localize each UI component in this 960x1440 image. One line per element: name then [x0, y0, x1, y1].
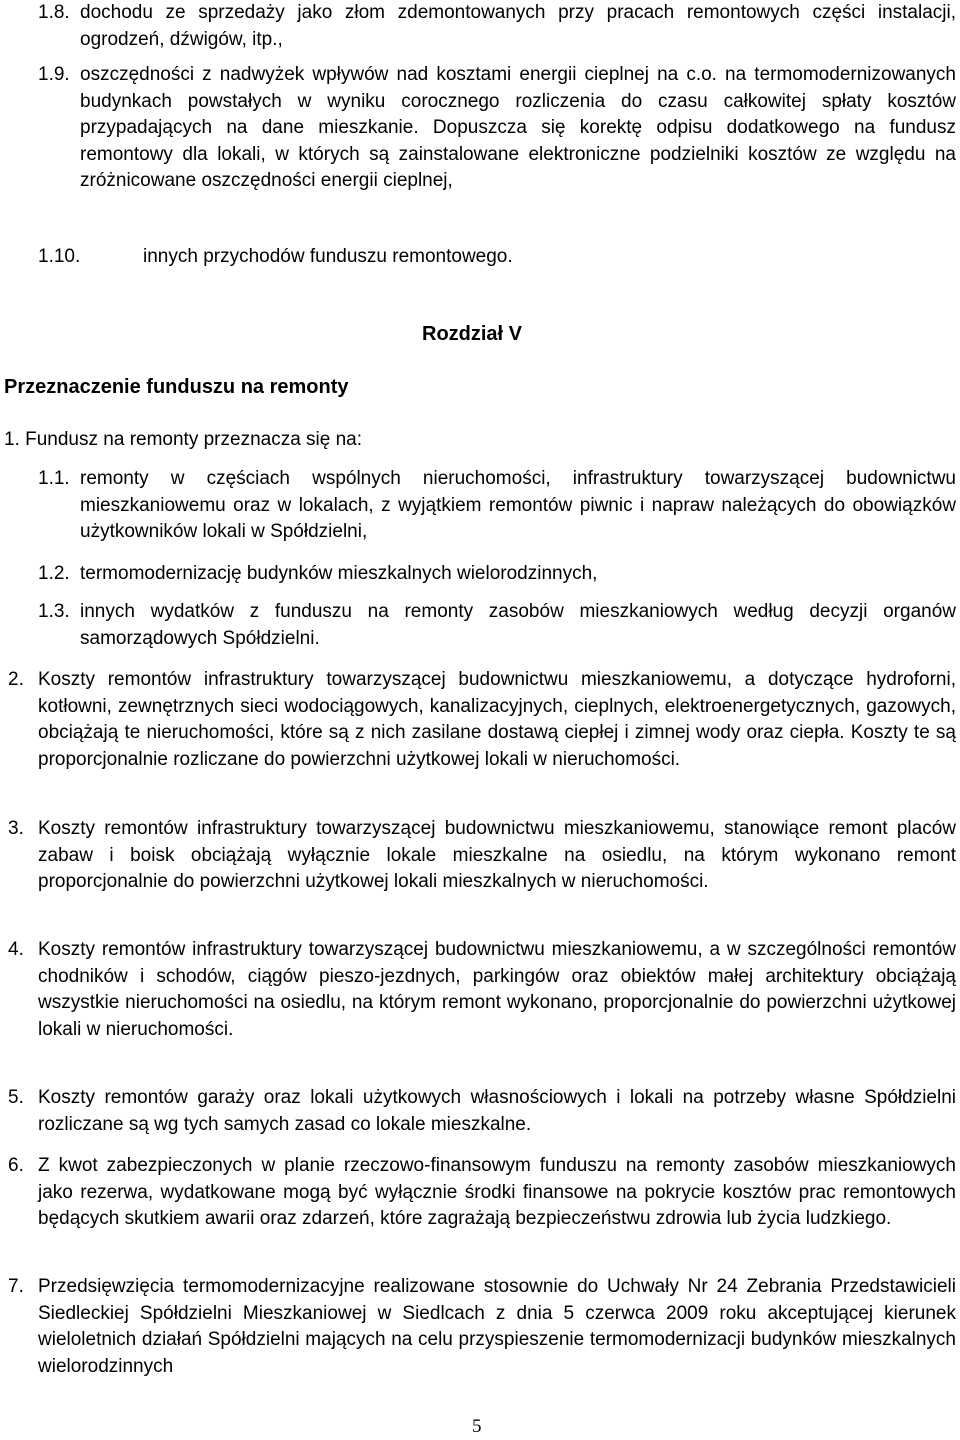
- list-item-1-3: [38, 599, 956, 652]
- point-text: Koszty remontów infrastruktury towarzyszącej budownictwu mieszkaniowemu, a dotyczące hydroforni, kotłowni, zewnętrznych sieci wodociągowych, kanalizacyjnych, cieplnych, elektroenergetycznych, gazowych, obciążają te nieruchomości, które są z nich zasilane dostawą ciepłej i zimnej wody oraz ciepła. Koszty te są proporcjonalnie rozliczane do powierzchni użytkowej lokali w nieruchomości.: [38, 669, 956, 770]
- item-number: 1.8.: [38, 2, 70, 23]
- item-number: 1.2.: [38, 563, 70, 584]
- list-item-1-1: [38, 466, 956, 546]
- point-2: [8, 667, 956, 773]
- point-text: Koszty remontów infrastruktury towarzyszącej budownictwu mieszkaniowemu, stanowiące remont placów zabaw i boisk obciążają wyłącznie lokale mieszkalne na osiedlu, na którym wykonano remont proporcjonalnie do powierzchni użytkowej lokali mieszkalnych w nieruchomości.: [38, 818, 956, 892]
- point-number: 5.: [8, 1087, 24, 1108]
- point-text: Koszty remontów garaży oraz lokali użytkowych własnościowych i lokali na potrzeby własne Spółdzielni rozliczane są wg tych samych zasad co lokale mieszkalne.: [38, 1087, 956, 1135]
- point-4: [8, 937, 956, 1043]
- item-text: innych przychodów funduszu remontowego.: [143, 246, 513, 267]
- point-3: [8, 816, 956, 896]
- item-text: innych wydatków z funduszu na remonty zasobów mieszkaniowych według decyzji organów samorządowych Spółdzielni.: [80, 601, 956, 649]
- chapter-heading: Rozdział V: [422, 323, 523, 345]
- item-text: dochodu ze sprzedaży jako złom zdemontowanych przy pracach remontowych części instalacji, ogrodzeń, dźwigów, itp.,: [80, 2, 956, 50]
- item-number: 1.1.: [38, 468, 70, 489]
- point-text: Koszty remontów infrastruktury towarzyszącej budownictwu mieszkaniowemu, a w szczególności remontów chodników i schodów, ciągów pieszo-jezdnych, parkingów oraz obiektów małej architektury obciążają wszystkie nieruchomości na osiedlu, na którym remont wykonano, proporcjonalnie do powierzchni użytkowej lokali w nieruchomości.: [38, 939, 956, 1040]
- point-number: 3.: [8, 818, 24, 839]
- list-item-1-8: [38, 0, 956, 53]
- point-text: Przedsięwzięcia termomodernizacyjne realizowane stosownie do Uchwały Nr 24 Zebrania Przedstawicieli Siedleckiej Spółdzielni Mieszkaniowej w Siedlcach z dnia 5 czerwca 2009 roku akceptującej kierunek wieloletnich działań Spółdzielni mających na celu przyspieszenie termomodernizacji budynków mieszkalnych wielorodzinnych: [38, 1276, 956, 1377]
- point-7: [8, 1274, 956, 1380]
- point-5: [8, 1085, 956, 1138]
- page-number: 5: [472, 1416, 482, 1437]
- point-number: 6.: [8, 1155, 24, 1176]
- point-number: 7.: [8, 1276, 24, 1297]
- item-number: 1.9.: [38, 64, 70, 85]
- point-number: 4.: [8, 939, 24, 960]
- list-item-1-10: [38, 243, 513, 271]
- item-number: 1.10.: [38, 246, 81, 267]
- lead-paragraph: 1. Fundusz na remonty przeznacza się na:: [4, 429, 363, 450]
- item-text: oszczędności z nadwyżek wpływów nad kosztami energii cieplnej na c.o. na termomodernizowanych budynkach powstałych w wyniku corocznego rozliczenia do czasu całkowitej spłaty kosztów przypadających na dane mieszkanie. Dopuszcza się korektę odpisu dodatkowego na fundusz remontowy dla lokali, w których są zainstalowane elektroniczne podzielniki kosztów ze względu na zróżnicowane oszczędności energii cieplnej,: [80, 64, 956, 191]
- point-6: [8, 1153, 956, 1233]
- point-number: 2.: [8, 669, 24, 690]
- section-title: Przeznaczenie funduszu na remonty: [4, 376, 349, 398]
- list-item-1-9: [38, 62, 956, 195]
- item-text: termomodernizację budynków mieszkalnych wielorodzinnych,: [80, 563, 598, 584]
- list-item-1-2: [38, 561, 956, 588]
- item-text: remonty w częściach wspólnych nieruchomości, infrastruktury towarzyszącej budownictwu mieszkaniowemu oraz w lokalach, z wyjątkiem remontów piwnic i napraw należących do obowiązków użytkowników lokali w Spółdzielni,: [80, 468, 956, 542]
- item-number: 1.3.: [38, 601, 70, 622]
- point-text: Z kwot zabezpieczonych w planie rzeczowo-finansowym funduszu na remonty zasobów mieszkaniowych jako rezerwa, wydatkowane mogą być wyłącznie środki finansowe na pokrycie kosztów prac remontowych będących skutkiem awarii oraz zdarzeń, które zagrażają bezpieczeństwu zdrowia lub życia ludzkiego.: [38, 1155, 956, 1229]
